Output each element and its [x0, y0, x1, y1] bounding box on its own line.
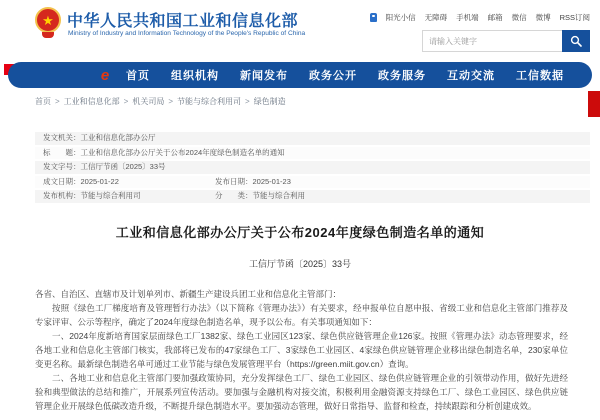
nav-item-home[interactable]: 首页: [126, 70, 150, 82]
nav-item-gov-openness[interactable]: 政务公开: [309, 70, 357, 82]
search-bar: [422, 30, 590, 52]
breadcrumb-separator: >: [123, 97, 129, 106]
assistant-icon: [370, 13, 377, 22]
meta-row-doc-number: [35, 161, 590, 174]
utility-link-accessibility[interactable]: 无障碍: [424, 13, 448, 22]
breadcrumb-separator: >: [168, 97, 174, 106]
nav-item-interaction[interactable]: 互动交流: [447, 70, 495, 82]
meta-value: 工业和信息化部办公厅关于公布2024年度绿色制造名单的通知: [80, 147, 285, 157]
paragraph-salutation: 各省、自治区、直辖市及计划单列市、新疆生产建设兵团工业和信息化主管部门：: [35, 289, 342, 299]
utility-link-rss[interactable]: RSS订阅: [559, 13, 590, 22]
document-meta-table: [35, 132, 590, 205]
site-title: 中华人民共和国工业和信息化部: [67, 13, 299, 30]
search-button[interactable]: [562, 30, 590, 52]
meta-row-dates: [35, 176, 590, 189]
meta-value: 2025-01-23: [252, 176, 291, 186]
breadcrumb-energy-dept[interactable]: 节能与综合利用司: [177, 97, 242, 106]
article-body: [35, 287, 568, 413]
meta-label: 发布日期：: [215, 176, 253, 186]
breadcrumb-departments[interactable]: 机关司局: [132, 97, 165, 106]
breadcrumb-separator: >: [55, 97, 60, 106]
meta-row-issuing-agency: [35, 132, 590, 145]
meta-value: 节能与综合利用: [252, 191, 305, 200]
breadcrumb: [35, 96, 286, 107]
nav-item-gov-services[interactable]: 政务服务: [378, 70, 426, 82]
breadcrumb-miit[interactable]: 工业和信息化部: [63, 97, 120, 106]
search-icon: [570, 35, 582, 47]
meta-label: 分 类：: [215, 191, 253, 200]
utility-link-wechat[interactable]: 微信: [511, 13, 527, 22]
paragraph-item-1: 一、2024年度新培育国家层面绿色工厂1382家、绿色工业园区123家、绿色供应链管理企业126家。按照《管理办法》动态管理要求，经各地工业和信息化主管部门核实，我部将已发布的47家绿色工厂、3家绿色工业园区、4家绿色供应链管理企业移出绿色制造名单，230家单位变更名称。最新绿色制造名单可通过工业节能与绿色发展管理平台（https://green.miit.gov.cn）查询。: [35, 331, 568, 369]
breadcrumb-home[interactable]: 首页: [35, 97, 51, 106]
meta-label: 发文机关：: [43, 133, 81, 142]
utility-bar: [370, 12, 590, 23]
meta-label: 成文日期：: [43, 176, 81, 186]
breadcrumb-green-manufacturing[interactable]: 绿色制造: [253, 97, 286, 106]
nav-item-organization[interactable]: 组织机构: [171, 70, 219, 82]
miit-e-logo-icon: e: [100, 66, 110, 84]
meta-value: 工信厅节函〔2025〕33号: [80, 162, 166, 171]
site-subtitle: Ministry of Industry and Information Technology of the People's Republic of China: [68, 30, 306, 37]
meta-label: 发布机构：: [43, 191, 81, 200]
meta-value: 节能与综合利用司: [80, 191, 141, 200]
search-input[interactable]: [422, 30, 562, 52]
national-emblem-icon: ★: [34, 6, 62, 38]
meta-row-publisher: [35, 190, 590, 203]
utility-link-mobile[interactable]: 手机端: [456, 13, 479, 22]
meta-value: 2025-01-22: [80, 176, 119, 186]
nav-item-data[interactable]: 工信数据: [516, 70, 564, 82]
utility-link-weibo[interactable]: 微博: [535, 13, 551, 22]
meta-label: 标 题：: [43, 147, 81, 157]
meta-value: 工业和信息化部办公厅: [80, 133, 156, 142]
breadcrumb-separator: >: [245, 97, 250, 106]
nav-item-news[interactable]: 新闻发布: [240, 70, 288, 82]
side-float-tab[interactable]: [588, 91, 600, 117]
main-nav: [8, 62, 592, 88]
meta-row-title: [35, 147, 590, 160]
meta-label: 发文字号：: [43, 162, 81, 171]
utility-link-mail[interactable]: 邮箱: [487, 13, 503, 22]
article-doc-number: 工信厅节函〔2025〕33号: [248, 259, 352, 269]
utility-link-assistant[interactable]: 阳光小信: [385, 13, 416, 22]
article-title: 工业和信息化部办公厅关于公布2024年度绿色制造名单的通知: [115, 225, 485, 240]
paragraph-item-2: 二、各地工业和信息化主管部门要加强政策协同，充分发挥绿色工厂、绿色工业园区、绿色供应链管理企业的引领带动作用，做好先进经验和典型做法的总结和推广，开展系列宣传活动。要加强与金融机构对接交流，积极利用金融资源支持绿色工厂、绿色工业园区、绿色供应链管理企业开展绿色低碳改造升级，不断提升绿色制造水平。要加强动态管理，做好日常指导、监督和检查，持续跟踪和分析创建成效。: [35, 373, 568, 411]
paragraph-intro: 按照《绿色工厂梯度培育及管理暂行办法》（以下简称《管理办法》）有关要求，经申报单位自愿申报、省级工业和信息化主管部门推荐及专家评审、公示等程序，确定了2024年度绿色制造名单，现予以公布。有关事项通知如下：: [35, 303, 568, 327]
